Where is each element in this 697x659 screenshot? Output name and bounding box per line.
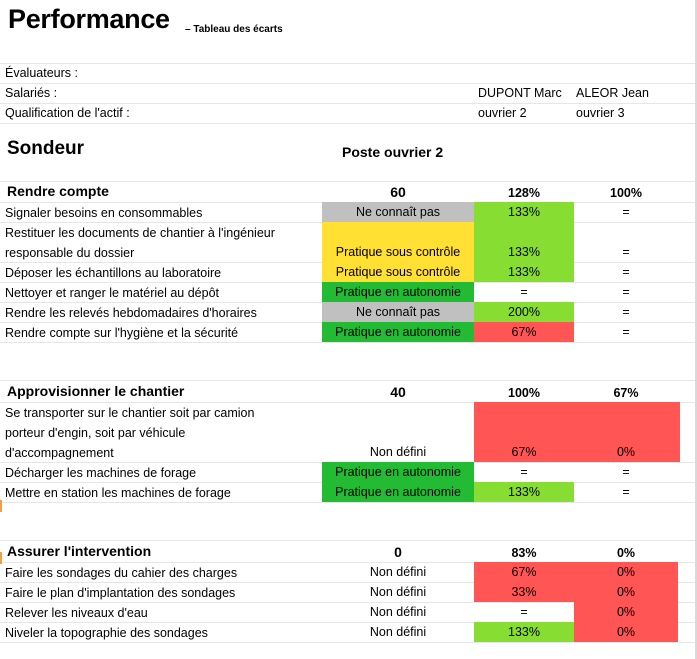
employee1-qualification: ouvrier 2 <box>478 106 527 120</box>
employee1-cell: 133% <box>474 622 574 642</box>
employee1-cell: = <box>520 465 528 479</box>
row-label: Faire les sondages du cahier des charges <box>5 566 238 580</box>
section-employee1-pct: 83% <box>511 546 537 560</box>
employees-label: Salariés : <box>5 86 58 100</box>
employee2-qualification: ouvrier 3 <box>576 106 625 120</box>
level-cell: Non défini <box>369 625 427 639</box>
employee1-cell: 133% <box>474 482 574 502</box>
employee2-cell: = <box>622 245 630 259</box>
evaluators-label: Évaluateurs : <box>5 66 78 80</box>
row-label: Nettoyer et ranger le matériel au dépôt <box>5 286 220 300</box>
row-label-line: responsable du dossier <box>5 246 135 260</box>
employee1-cell: = <box>520 285 528 299</box>
employee2-cell: 0% <box>574 562 678 582</box>
employee1-cell: 67% <box>474 562 574 582</box>
level-cell: Pratique en autonomie <box>322 462 474 482</box>
section-title: Assurer l'intervention <box>7 543 152 559</box>
row-label: Décharger les machines de forage <box>5 466 197 480</box>
employee1-cell: 33% <box>474 582 574 602</box>
row-label-line: porteur d'engin, soit par véhicule <box>5 426 186 440</box>
level-cell: Ne connaît pas <box>322 202 474 222</box>
level-cell: Pratique sous contrôle <box>335 245 461 259</box>
level-cell: Pratique en autonomie <box>322 482 474 502</box>
employee1-cell: 133% <box>474 262 574 282</box>
employee2-cell: = <box>622 265 630 279</box>
row-label: Niveler la topographie des sondages <box>5 626 208 640</box>
employee2-cell: 0% <box>574 602 678 622</box>
qualification-label: Qualification de l'actif : <box>5 106 130 120</box>
section-employee2-pct: 100% <box>610 186 642 200</box>
employee2-cell: 0% <box>616 445 636 459</box>
section-score: 40 <box>390 383 406 400</box>
employee1-cell: 67% <box>474 322 574 342</box>
page-subtitle: – Tableau des écarts <box>185 24 283 35</box>
row-label-line: Se transporter sur le chantier soit par camion <box>5 406 255 420</box>
employee1-cell: 67% <box>511 445 537 459</box>
level-cell: Pratique en autonomie <box>322 322 474 342</box>
row-label: Signaler besoins en consommables <box>5 206 203 220</box>
row-label: Rendre compte sur l'hygiène et la sécurité <box>5 326 239 340</box>
section-title: Approvisionner le chantier <box>7 383 185 399</box>
row-label: Faire le plan d'implantation des sondages <box>5 586 236 600</box>
employee2-cell: 0% <box>574 582 678 602</box>
employee1-cell: 133% <box>474 202 574 222</box>
employee2-cell: = <box>622 285 630 299</box>
section-employee1-pct: 128% <box>508 186 540 200</box>
employee2-cell: = <box>622 325 630 339</box>
section-employee1-pct: 100% <box>508 386 540 400</box>
row-marker <box>0 500 2 512</box>
level-cell: Pratique sous contrôle <box>322 262 474 282</box>
section-score: 0 <box>394 543 402 560</box>
level-cell: Non défini <box>369 445 427 459</box>
section-score: 60 <box>390 183 406 200</box>
row-marker <box>0 552 2 564</box>
page-title: Performance <box>8 4 170 34</box>
row-label-line: Restituer les documents de chantier à l'ingénieur <box>5 226 275 240</box>
employee1-cell: = <box>520 605 528 619</box>
employee1-name: DUPONT Marc <box>478 86 562 100</box>
row-label: Mettre en station les machines de forage <box>5 486 231 500</box>
employee1-cell: 133% <box>508 245 540 259</box>
level-cell: Non défini <box>369 565 427 579</box>
row-label: Déposer les échantillons au laboratoire <box>5 266 222 280</box>
employee2-cell: = <box>622 205 630 219</box>
row-label: Relever les niveaux d'eau <box>5 606 148 620</box>
employee2-cell: 0% <box>574 622 678 642</box>
employee2-cell: = <box>622 465 630 479</box>
employee1-cell: 200% <box>474 302 574 322</box>
job-title: Sondeur <box>7 138 85 159</box>
level-cell: Non défini <box>369 605 427 619</box>
row-label: Rendre les relevés hebdomadaires d'horaires <box>5 306 257 320</box>
employee2-cell: = <box>622 485 630 499</box>
level-cell: Non défini <box>369 585 427 599</box>
level-cell: Pratique en autonomie <box>322 282 474 302</box>
level-cell: Ne connaît pas <box>322 302 474 322</box>
employee2-name: ALEOR Jean <box>576 86 649 100</box>
employee2-cell: = <box>622 305 630 319</box>
section-employee2-pct: 0% <box>616 546 636 560</box>
row-label-line: d'accompagnement <box>5 446 114 460</box>
section-title: Rendre compte <box>7 183 109 199</box>
section-employee2-pct: 67% <box>613 386 639 400</box>
job-position: Poste ouvrier 2 <box>342 144 444 160</box>
